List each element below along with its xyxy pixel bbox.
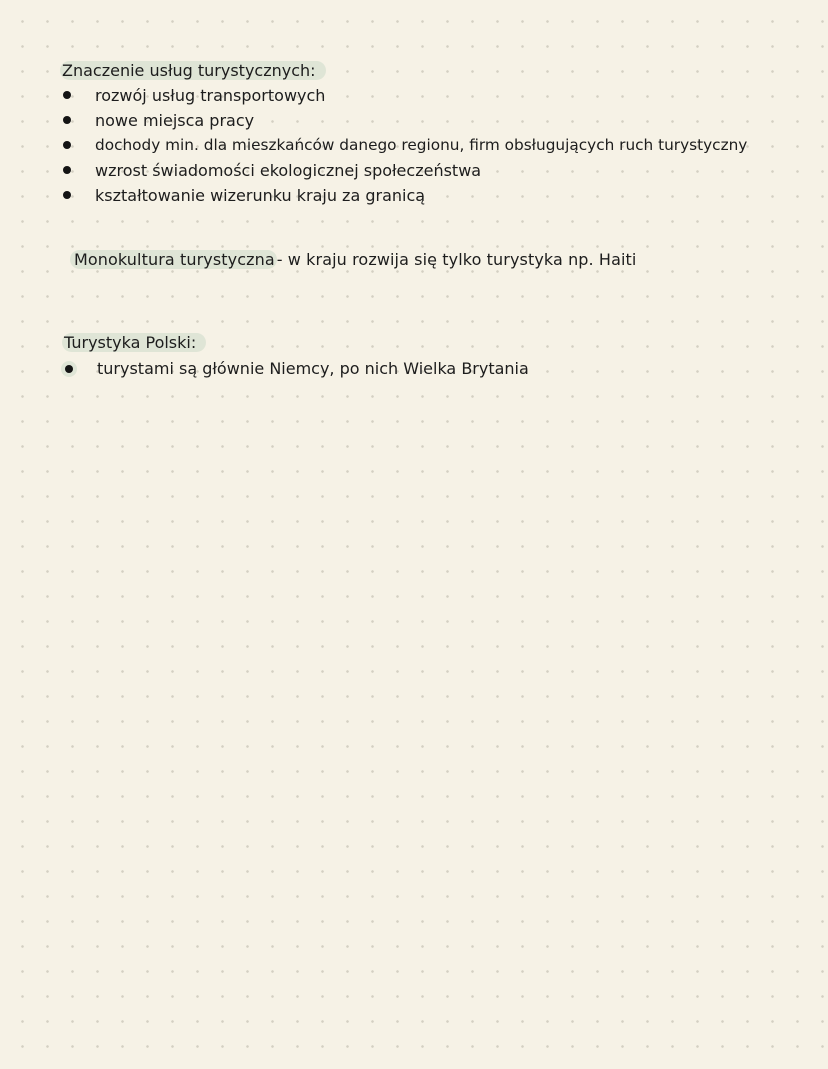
section-heading-turystyka-polski xyxy=(62,330,206,355)
bullet-dot-icon xyxy=(63,166,71,174)
bullet-dot-icon xyxy=(63,191,71,199)
list-item: turystami są głównie Niemcy, po nich Wielka Brytania xyxy=(97,359,529,378)
definition-text: - w kraju rozwija się tylko turystyka np. Haiti xyxy=(276,250,637,269)
heading-highlight: Znaczenie usług turystycznych: xyxy=(60,61,326,80)
heading-highlight: Turystyka Polski: xyxy=(62,333,206,352)
bullet-dot-icon xyxy=(63,116,71,124)
list-item: wzrost świadomości ekologicznej społeczeństwa xyxy=(95,161,482,180)
bullet-dot-icon xyxy=(63,91,71,99)
definition-line xyxy=(70,247,636,272)
definition-term: Monokultura turystyczna xyxy=(70,250,277,269)
list-item: rozwój usług transportowych xyxy=(95,86,326,105)
bullet-dot-icon xyxy=(65,365,73,373)
bullet-dot-icon xyxy=(63,141,71,149)
list-item: dochody min. dla mieszkańców danego regionu, firm obsługujących ruch turystyczny xyxy=(95,136,748,154)
list-item: nowe miejsca pracy xyxy=(95,111,255,130)
list-item: kształtowanie wizerunku kraju za granicą xyxy=(95,186,426,205)
section-heading-znaczenie xyxy=(60,58,326,83)
